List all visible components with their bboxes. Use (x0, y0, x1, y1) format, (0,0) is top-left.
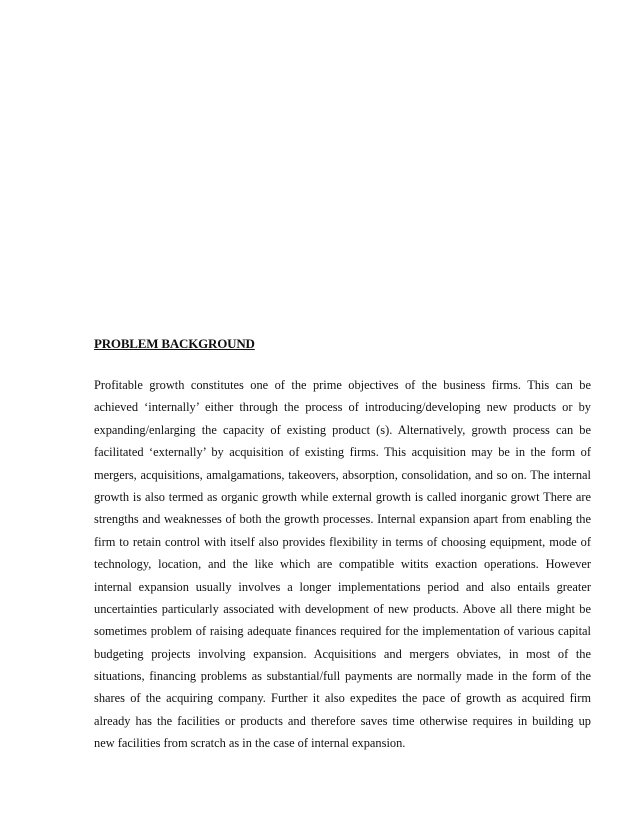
paragraph-line: new facilities from scratch as in the case of internal expansion. (94, 736, 406, 751)
paragraph-line: uncertainties particularly associated with development of new products. Above all there might be (94, 601, 591, 616)
paragraph-line: achieved ‘internally’ either through the process of introducing/developing new products or by (94, 400, 591, 415)
paragraph-line: growth is also termed as organic growth while external growth is called inorganic growt There are (94, 489, 591, 504)
paragraph-line: firm to retain control with itself also provides flexibility in terms of choosing equipment, mode of (94, 534, 591, 549)
section-heading: PROBLEM BACKGROUND (94, 336, 255, 351)
paragraph-line: Profitable growth constitutes one of the prime objectives of the business firms. This can be (94, 378, 591, 392)
paragraph-line: budgeting projects involving expansion. Acquisitions and mergers obviates, in most of the (94, 646, 591, 661)
paragraph-line: expanding/enlarging the capacity of existing product (s). Alternatively, growth process can be (94, 422, 591, 437)
paragraph-line: already has the facilities or products and therefore saves time otherwise requires in building up (94, 713, 591, 728)
paragraph (94, 374, 591, 755)
paragraph-line: mergers, acquisitions, amalgamations, takeovers, absorption, consolidation, and so on. The internal (94, 467, 591, 482)
paragraph-line: strengths and weaknesses of both the growth processes. Internal expansion apart from enabling the (94, 512, 591, 527)
paragraph-line: facilitated ‘externally’ by acquisition of existing firms. This acquisition may be in the form of (94, 445, 591, 460)
paragraph-line: internal expansion usually involves a longer implementations period and also entails greater (94, 579, 591, 594)
paragraph-line: situations, financing problems as substantial/full payments are normally made in the form of the (94, 669, 591, 684)
paragraph-line: sometimes problem of raising adequate finances required for the implementation of various capital (94, 624, 591, 639)
paragraph-line: shares of the acquiring company. Further it also expedites the pace of growth as acquired firm (94, 691, 591, 706)
paragraph-line: technology, location, and the like which are compatible witits exaction operations. However (94, 557, 591, 572)
